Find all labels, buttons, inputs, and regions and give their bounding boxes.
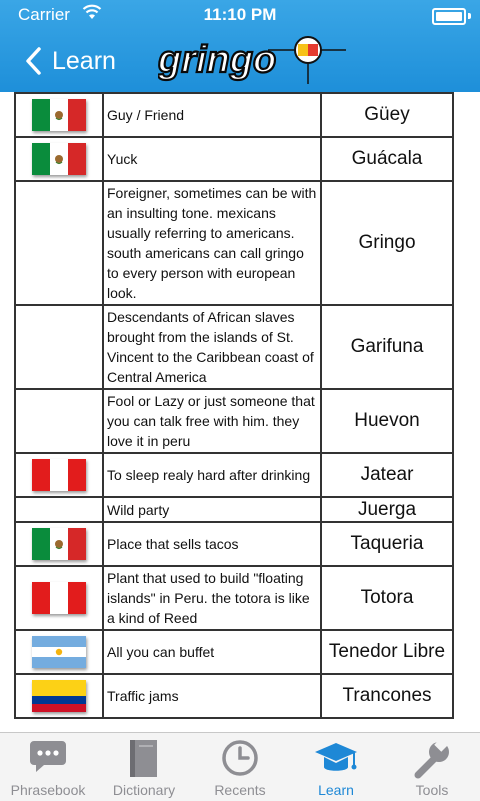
peru-flag-icon [32,582,86,614]
slang-word-cell: Trancones [321,674,453,718]
flag-cell [15,566,103,630]
slang-table[interactable] [14,92,456,732]
slang-word-cell: Jatear [321,453,453,497]
nav-bar [0,0,480,92]
tab-bar [0,732,480,801]
slang-word-cell: Guácala [321,137,453,181]
svg-text:gringo: gringo [158,39,277,81]
flag-cell [15,305,103,389]
flag-cell [15,674,103,718]
flag-cell [15,137,103,181]
battery-tip [468,13,471,19]
table-row[interactable] [15,305,453,389]
peru-flag-icon [32,459,86,491]
slang-word-cell: Juerga [321,497,453,522]
battery-icon [432,8,466,25]
tab-learn[interactable] [288,733,384,801]
status-bar [0,0,480,30]
mexico-flag-icon [32,528,86,560]
slang-word-cell: Garifuna [321,305,453,389]
flag-cell [15,453,103,497]
meaning-cell: Yuck [103,137,321,181]
table-row[interactable] [15,674,453,718]
slang-word-cell: Gringo [321,181,453,305]
wrench-icon [412,739,452,779]
table-row[interactable] [15,497,453,522]
meaning-cell: Plant that used to build "floating islands" in Peru. the totora is like a kind of Reed [103,566,321,630]
mexico-flag-icon [32,99,86,131]
chevron-left-icon [24,46,42,76]
gringo-logo [158,36,348,86]
tab-recents[interactable] [192,733,288,801]
tab-label: Learn [318,782,354,798]
clock-icon [221,739,259,777]
colombia-flag-icon [32,680,86,712]
table-row[interactable] [15,389,453,453]
table-row[interactable] [15,522,453,566]
argentina-flag-icon [32,636,86,668]
tab-label: Dictionary [112,782,176,798]
chat-bubble-icon [28,739,68,775]
slang-word-cell: Güey [321,93,453,137]
flag-cell [15,93,103,137]
slang-word-cell: Tenedor Libre [321,630,453,674]
slang-word-cell: Taqueria [321,522,453,566]
meaning-cell: Foreigner, sometimes can be with an insulting tone. mexicans usually referring to americans. south americans can call gringo to every person with european look. [103,181,321,305]
table-row[interactable] [15,453,453,497]
carrier-label: Carrier [18,5,70,24]
meaning-cell: Fool or Lazy or just someone that you can talk free with him. they love it in peru [103,389,321,453]
table-row[interactable] [15,566,453,630]
book-icon [129,739,159,779]
table-row[interactable] [15,93,453,137]
tab-dictionary[interactable] [96,733,192,801]
meaning-cell: Place that sells tacos [103,522,321,566]
tab-label: Recents [214,782,266,798]
graduation-cap-icon [313,739,359,777]
flag-cell [15,630,103,674]
meaning-cell: Descendants of African slaves brought from the islands of St. Vincent to the Caribbean coast of Central America [103,305,321,389]
meaning-cell: Traffic jams [103,674,321,718]
flag-cell [15,389,103,453]
back-label: Learn [52,46,116,75]
back-button[interactable] [24,44,116,78]
flag-cell [15,497,103,522]
slang-word-cell: Huevon [321,389,453,453]
flag-cell [15,522,103,566]
tab-tools[interactable] [384,733,480,801]
meaning-cell: All you can buffet [103,630,321,674]
tab-label: Phrasebook [10,782,86,798]
meaning-cell: To sleep realy hard after drinking [103,453,321,497]
meaning-cell: Wild party [103,497,321,522]
table-row[interactable] [15,630,453,674]
flag-cell [15,181,103,305]
mexico-flag-icon [32,143,86,175]
tab-phrasebook[interactable] [0,733,96,801]
slang-word-cell: Totora [321,566,453,630]
table-row[interactable] [15,181,453,305]
tab-label: Tools [415,782,449,798]
table-row[interactable] [15,137,453,181]
clock-time: 11:10 PM [203,5,277,24]
meaning-cell: Guy / Friend [103,93,321,137]
